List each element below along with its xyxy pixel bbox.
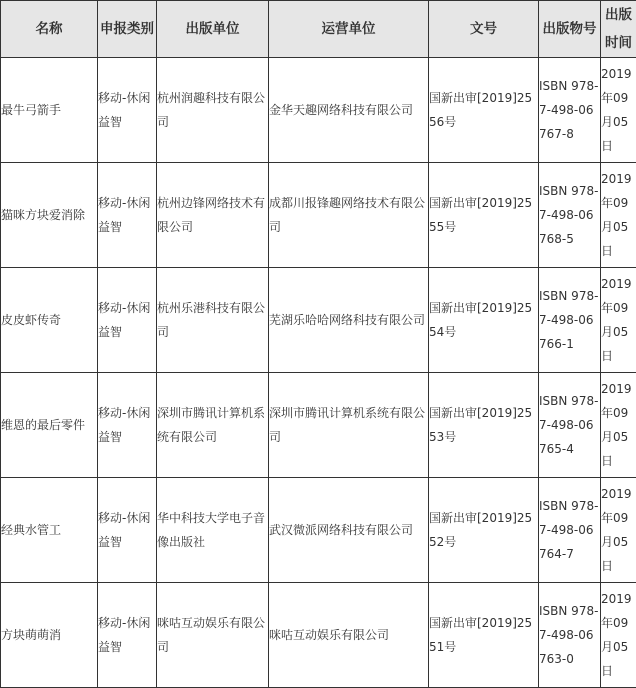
cell-publish-date: 2019年09月05日 xyxy=(601,163,636,268)
table-row xyxy=(1,268,636,373)
cell-publisher: 杭州润趣科技有限公司 xyxy=(157,58,269,163)
table-row xyxy=(1,163,636,268)
cell-category: 移动-休闲益智 xyxy=(98,163,157,268)
cell-isbn: ISBN 978-7-498-06764-7 xyxy=(539,478,601,583)
cell-operator: 深圳市腾讯计算机系统有限公司 xyxy=(269,373,429,478)
cell-publish-date: 2019年09月05日 xyxy=(601,583,636,688)
header-operator: 运营单位 xyxy=(269,1,429,58)
cell-isbn: ISBN 978-7-498-06767-8 xyxy=(539,58,601,163)
cell-name: 维恩的最后零件 xyxy=(1,373,98,478)
cell-isbn: ISBN 978-7-498-06765-4 xyxy=(539,373,601,478)
cell-operator: 武汉微派网络科技有限公司 xyxy=(269,478,429,583)
cell-publish-date: 2019年09月05日 xyxy=(601,478,636,583)
cell-isbn: ISBN 978-7-498-06768-5 xyxy=(539,163,601,268)
cell-name: 猫咪方块爱消除 xyxy=(1,163,98,268)
cell-isbn: ISBN 978-7-498-06766-1 xyxy=(539,268,601,373)
cell-name: 方块萌萌消 xyxy=(1,583,98,688)
header-row xyxy=(1,1,636,58)
cell-operator: 芜湖乐哈哈网络科技有限公司 xyxy=(269,268,429,373)
header-isbn: 出版物号 xyxy=(539,1,601,58)
header-publisher: 出版单位 xyxy=(157,1,269,58)
cell-publisher: 华中科技大学电子音像出版社 xyxy=(157,478,269,583)
cell-publish-date: 2019年09月05日 xyxy=(601,373,636,478)
table-row xyxy=(1,478,636,583)
cell-operator: 成都川报锋趣网络技术有限公司 xyxy=(269,163,429,268)
cell-category: 移动-休闲益智 xyxy=(98,268,157,373)
cell-approval-number: 国新出审[2019]2551号 xyxy=(429,583,539,688)
cell-publisher: 深圳市腾讯计算机系统有限公司 xyxy=(157,373,269,478)
cell-approval-number: 国新出审[2019]2554号 xyxy=(429,268,539,373)
cell-name: 最牛弓箭手 xyxy=(1,58,98,163)
header-category: 申报类别 xyxy=(98,1,157,58)
cell-publisher: 杭州乐港科技有限公司 xyxy=(157,268,269,373)
cell-category: 移动-休闲益智 xyxy=(98,58,157,163)
cell-approval-number: 国新出审[2019]2553号 xyxy=(429,373,539,478)
cell-approval-number: 国新出审[2019]2555号 xyxy=(429,163,539,268)
cell-publish-date: 2019年09月05日 xyxy=(601,58,636,163)
cell-category: 移动-休闲益智 xyxy=(98,478,157,583)
cell-approval-number: 国新出审[2019]2552号 xyxy=(429,478,539,583)
table-row xyxy=(1,373,636,478)
table-row xyxy=(1,583,636,688)
cell-approval-number: 国新出审[2019]2556号 xyxy=(429,58,539,163)
cell-operator: 金华天趣网络科技有限公司 xyxy=(269,58,429,163)
cell-name: 皮皮虾传奇 xyxy=(1,268,98,373)
cell-name: 经典水管工 xyxy=(1,478,98,583)
cell-operator: 咪咕互动娱乐有限公司 xyxy=(269,583,429,688)
cell-publish-date: 2019年09月05日 xyxy=(601,268,636,373)
header-approval-number: 文号 xyxy=(429,1,539,58)
header-name: 名称 xyxy=(1,1,98,58)
cell-publisher: 咪咕互动娱乐有限公司 xyxy=(157,583,269,688)
header-publish-date: 出版时间 xyxy=(601,1,636,58)
cell-isbn: ISBN 978-7-498-06763-0 xyxy=(539,583,601,688)
cell-publisher: 杭州边锋网络技术有限公司 xyxy=(157,163,269,268)
cell-category: 移动-休闲益智 xyxy=(98,583,157,688)
cell-category: 移动-休闲益智 xyxy=(98,373,157,478)
table-row xyxy=(1,58,636,163)
